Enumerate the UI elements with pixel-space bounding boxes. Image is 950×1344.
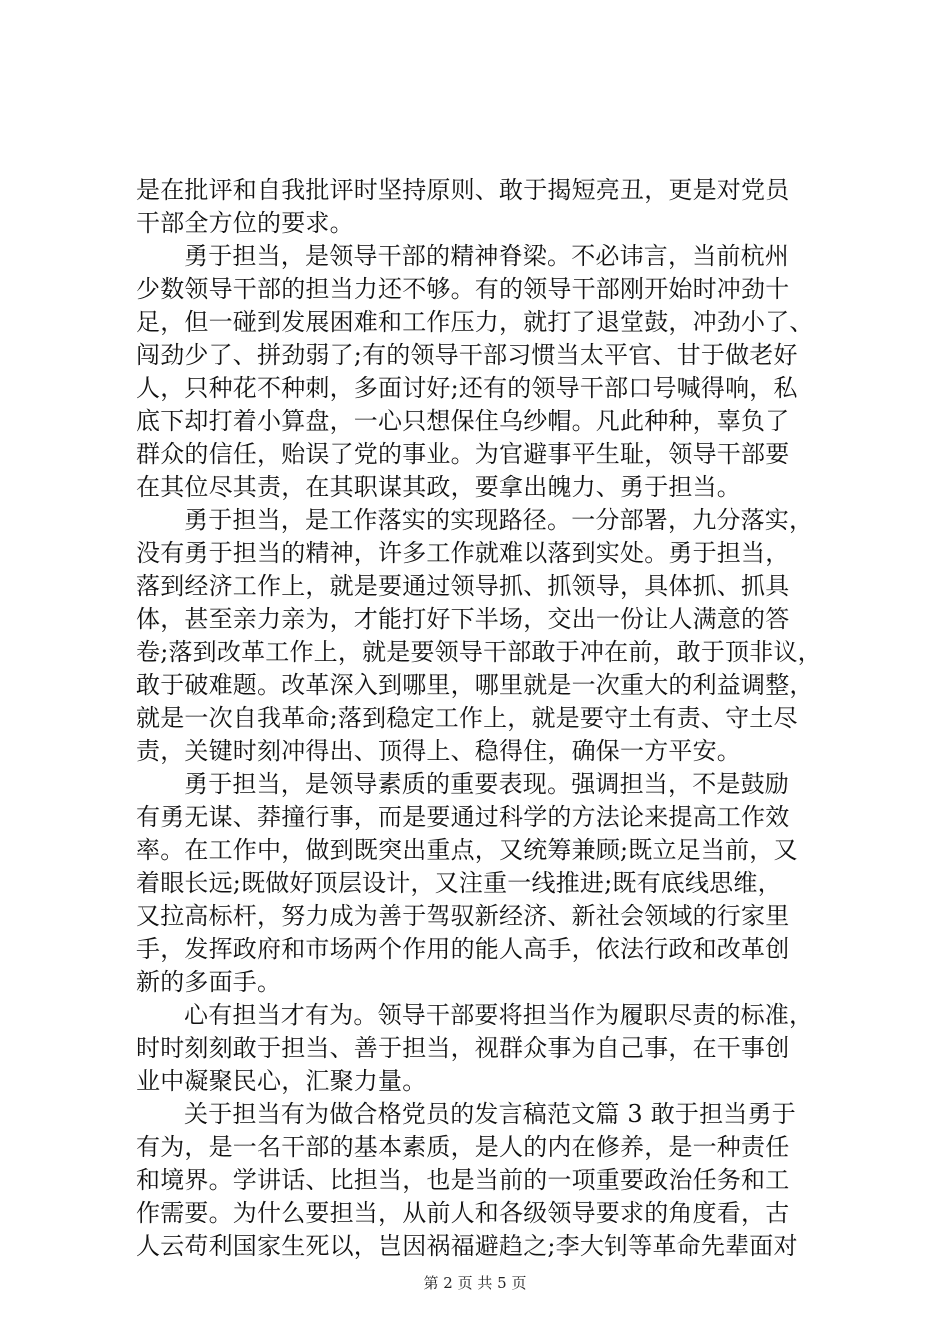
text-line: 闯劲少了、拼劲弱了;有的领导干部习惯当太平官、甘于做老好: [136, 341, 798, 369]
text-line: 关于担当有为做合格党员的发言稿范文篇 3 敢于担当勇于: [184, 1100, 796, 1128]
text-line: 时时刻刻敢于担当、善于担当，视群众事为自己事，在干事创: [136, 1034, 790, 1062]
text-line: 勇于担当，是工作落实的实现路径。一分部署，九分落实，: [184, 506, 814, 534]
text-line: 人，只种花不种刺，多面讨好;还有的领导干部口号喊得响，私: [136, 374, 798, 402]
text-line: 落到经济工作上，就是要通过领导抓、抓领导，具体抓、抓具: [136, 572, 790, 600]
text-line: 干部全方位的要求。: [136, 209, 354, 237]
text-line: 足，但一碰到发展困难和工作压力，就打了退堂鼓，冲劲小了、: [136, 308, 814, 336]
text-line: 和境界。学讲话、比担当，也是当前的一项重要政治任务和工: [136, 1166, 790, 1194]
text-line: 是在批评和自我批评时坚持原则、敢于揭短亮丑，更是对党员: [136, 176, 790, 204]
text-line: 着眼长远;既做好顶层设计，又注重一线推进;既有底线思维，: [136, 869, 782, 897]
text-line: 没有勇于担当的精神，许多工作就难以落到实处。勇于担当，: [136, 539, 790, 567]
page-footer: 第 2 页 共 5 页: [423, 1274, 527, 1292]
text-line: 底下却打着小算盘，一心只想保住乌纱帽。凡此种种，辜负了: [136, 407, 790, 435]
text-line: 人云苟利国家生死以，岂因祸福避趋之;李大钊等革命先辈面对: [136, 1232, 798, 1260]
text-line: 勇于担当，是领导素质的重要表现。强调担当，不是鼓励: [184, 770, 789, 798]
body-text: [136, 174, 826, 1263]
text-line: 有为，是一名干部的基本素质，是人的内在修养，是一种责任: [136, 1133, 790, 1161]
text-line: 有勇无谋、莽撞行事，而是要通过科学的方法论来提高工作效: [136, 803, 790, 831]
text-line: 新的多面手。: [136, 968, 282, 996]
text-line: 责，关键时刻冲得出、顶得上、稳得住，确保一方平安。: [136, 737, 741, 765]
text-line: 在其位尽其责，在其职谋其政，要拿出魄力、勇于担当。: [136, 473, 741, 501]
text-line: 作需要。为什么要担当，从前人和各级领导要求的角度看，古: [136, 1199, 790, 1227]
text-line: 少数领导干部的担当力还不够。有的领导干部刚开始时冲劲十: [136, 275, 790, 303]
text-line: 体，甚至亲力亲为，才能打好下半场，交出一份让人满意的答: [136, 605, 790, 633]
text-line: 卷;落到改革工作上，就是要领导干部敢于冲在前，敢于顶非议，: [136, 638, 822, 666]
text-line: 率。在工作中，做到既突出重点，又统筹兼顾;既立足当前，又: [136, 836, 798, 864]
text-line: 就是一次自我革命;落到稳定工作上，就是要守土有责、守土尽: [136, 704, 798, 732]
text-line: 群众的信任，贻误了党的事业。为官避事平生耻，领导干部要: [136, 440, 790, 468]
text-line: 心有担当才有为。领导干部要将担当作为履职尽责的标准，: [184, 1001, 814, 1029]
text-line: 勇于担当，是领导干部的精神脊梁。不必讳言，当前杭州: [184, 242, 789, 270]
text-line: 敢于破难题。改革深入到哪里，哪里就是一次重大的利益调整，: [136, 671, 814, 699]
text-line: 业中凝聚民心，汇聚力量。: [136, 1067, 427, 1095]
text-line: 又拉高标杆，努力成为善于驾驭新经济、新社会领域的行家里: [136, 902, 790, 930]
text-line: 手，发挥政府和市场两个作用的能人高手，依法行政和改革创: [136, 935, 790, 963]
